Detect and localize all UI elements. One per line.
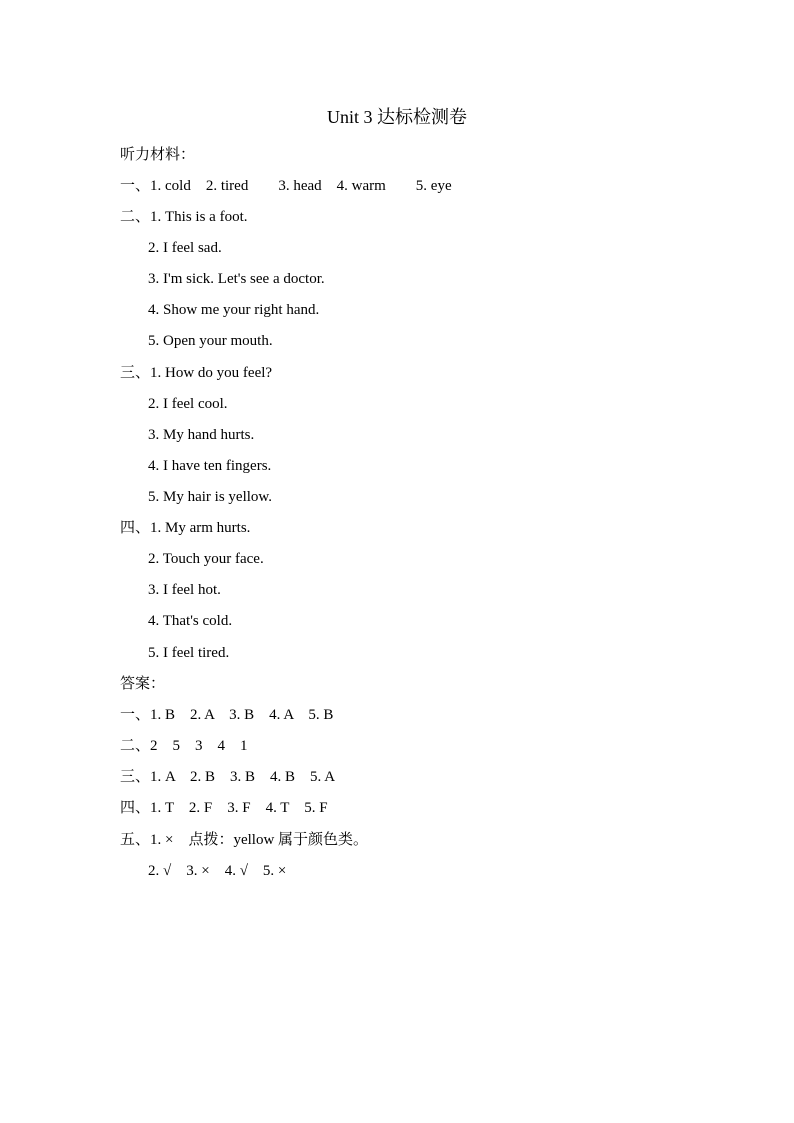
listening-section-4-item-1: 四、1. My arm hurts. [120, 520, 251, 536]
listening-section-1: 一、1. cold 2. tired 3. head 4. warm 5. eye [120, 178, 452, 194]
listening-section-2-item-4: 4. Show me your right hand. [148, 302, 320, 318]
listening-section-4-item-2: 2. Touch your face. [148, 551, 264, 567]
listening-section-3-item-4: 4. I have ten fingers. [148, 458, 272, 474]
answers-heading: 答案： [120, 676, 166, 692]
listening-section-4-item-5: 5. I feel tired. [148, 645, 230, 661]
listening-section-2-item-3: 3. I'm sick. Let's see a doctor. [148, 271, 325, 287]
listening-section-2-item-1: 二、1. This is a foot. [120, 209, 248, 225]
answers-section-5-line-1: 五、1. × 点拨：yellow 属于颜色类。 [120, 832, 369, 848]
listening-section-3-item-3: 3. My hand hurts. [148, 427, 255, 443]
answers-section-2: 二、2 5 3 4 1 [120, 738, 248, 754]
listening-section-2-item-5: 5. Open your mouth. [148, 333, 273, 349]
listening-section-3-item-2: 2. I feel cool. [148, 396, 228, 412]
answers-section-5-line-2: 2. √ 3. × 4. √ 5. × [148, 863, 287, 879]
answers-section-1: 一、1. B 2. A 3. B 4. A 5. B [120, 707, 334, 723]
listening-section-2-item-2: 2. I feel sad. [148, 240, 222, 256]
listening-section-4-item-4: 4. That's cold. [148, 613, 233, 629]
page-title: Unit 3 达标检测卷 [326, 107, 467, 127]
listening-section-3-item-5: 5. My hair is yellow. [148, 489, 273, 505]
answers-section-4: 四、1. T 2. F 3. F 4. T 5. F [120, 800, 328, 816]
listening-heading: 听力材料： [120, 147, 196, 163]
listening-section-3-item-1: 三、1. How do you feel? [120, 365, 273, 381]
answers-section-3: 三、1. A 2. B 3. B 4. B 5. A [120, 769, 336, 785]
listening-section-4-item-3: 3. I feel hot. [148, 582, 221, 598]
